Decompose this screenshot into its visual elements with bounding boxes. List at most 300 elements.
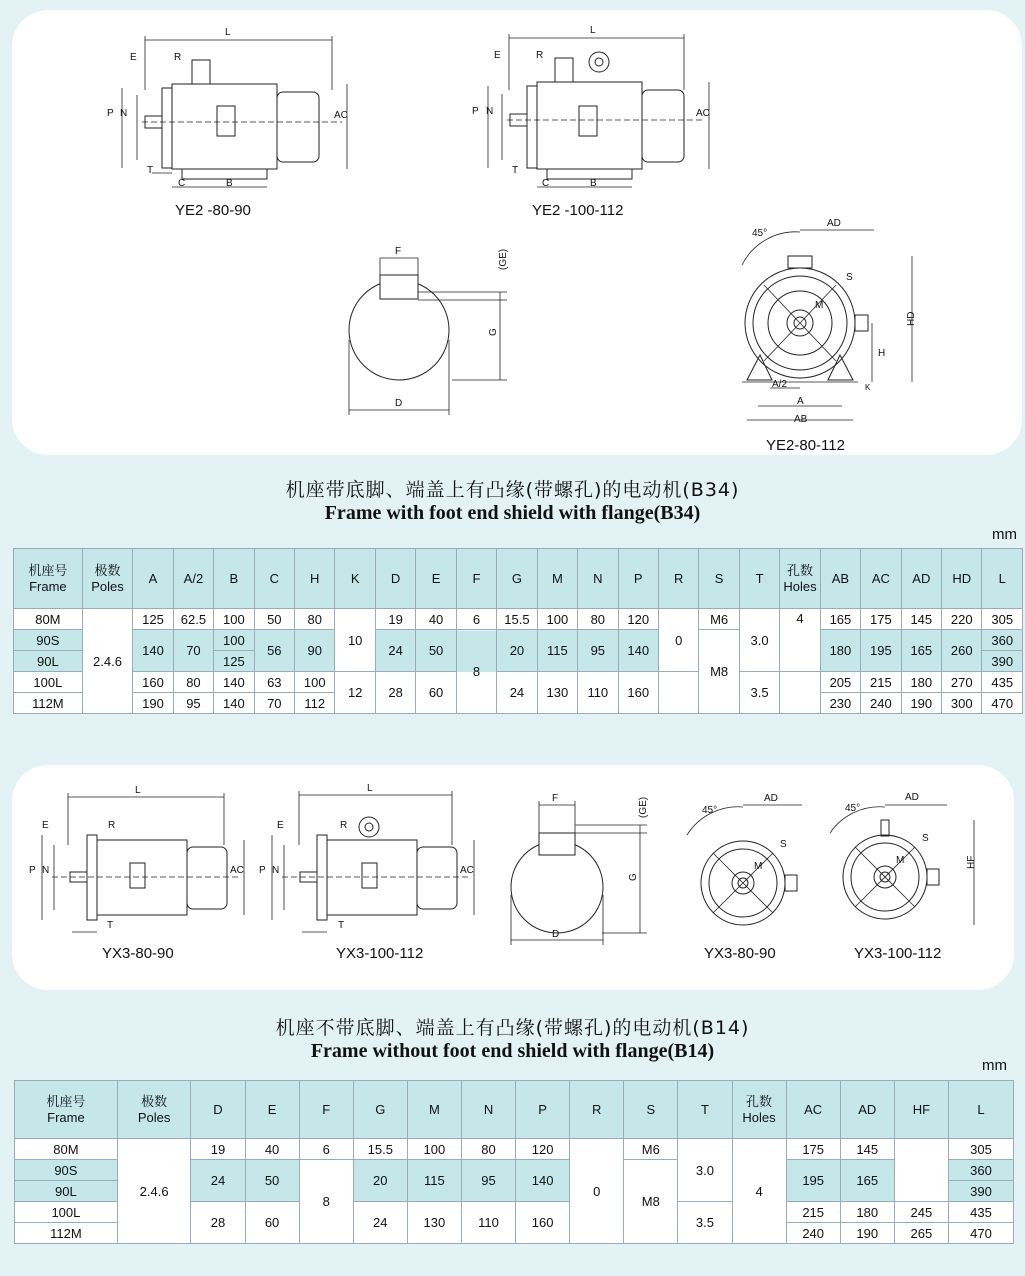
label-R: R	[174, 52, 182, 63]
column-header	[82, 549, 133, 609]
yx3-label-G: G	[628, 873, 639, 881]
cell-frame: 90S	[14, 630, 83, 651]
header-label: E	[431, 570, 441, 586]
label-AD: AD	[827, 218, 841, 229]
cell-C: 70	[254, 693, 294, 714]
cell-AD: 165	[840, 1160, 894, 1202]
cell-frame: 80M	[14, 609, 83, 630]
label-P: P	[107, 108, 114, 119]
column-header	[948, 1081, 1013, 1139]
b34-drawings	[12, 10, 1022, 455]
column-header	[254, 549, 294, 609]
b34-title-en: Frame with foot end shield with flange(B34)	[324, 502, 701, 524]
header-sublabel: Holes	[742, 1109, 776, 1125]
cell-P: 120	[618, 609, 658, 630]
label-AB: AB	[794, 414, 808, 425]
column-header	[117, 1081, 191, 1139]
column-header	[982, 549, 1023, 609]
yx3b-label-E: E	[277, 820, 284, 831]
caption-ye2-80-112: YE2-80-112	[766, 437, 845, 454]
column-header	[353, 1081, 407, 1139]
column-header	[658, 549, 698, 609]
header-label: E	[267, 1101, 277, 1117]
cell-P: 160	[618, 672, 658, 714]
b34-unit: mm	[992, 526, 1017, 543]
b14-header-row	[15, 1081, 1014, 1139]
b14-title-en: Frame without foot end shield with flange(B14)	[310, 1040, 715, 1062]
column-header	[537, 549, 577, 609]
cell-holes: 4	[732, 1139, 786, 1244]
cell-M: 100	[407, 1139, 461, 1160]
cell-AD: 190	[901, 693, 941, 714]
cell-M: 115	[407, 1160, 461, 1202]
label-E-2: E	[494, 50, 501, 61]
header-label: 孔数	[786, 562, 813, 578]
header-label: D	[213, 1101, 223, 1117]
side-view-ye2-80-90	[107, 27, 348, 189]
cell-AC: 195	[861, 630, 901, 672]
column-header	[780, 549, 820, 609]
cell-AC: 175	[861, 609, 901, 630]
label-C: C	[178, 178, 186, 189]
column-header	[786, 1081, 840, 1139]
cell-AC: 175	[786, 1139, 840, 1160]
cell-K: 12	[335, 672, 375, 714]
cell-P: 120	[516, 1139, 570, 1160]
cell-HF: 265	[894, 1223, 948, 1244]
header-label: P	[633, 570, 643, 586]
caption-yx3-80-90-side: YX3-80-90	[102, 945, 174, 962]
cell-A2: 80	[173, 672, 213, 693]
cell-A2: 62.5	[173, 609, 213, 630]
shaft-section	[349, 246, 509, 415]
column-header	[416, 549, 456, 609]
label-N: N	[120, 108, 128, 119]
caption-ye2-80-90: YE2 -80-90	[175, 202, 251, 219]
cell-H: 80	[295, 609, 335, 630]
cell-HF: 245	[894, 1202, 948, 1223]
header-label: C	[269, 570, 279, 586]
front-view-ye2-80-112	[742, 218, 917, 425]
yx3-label-D: D	[552, 929, 560, 940]
header-label: AC	[871, 570, 890, 586]
cell-AD: 145	[840, 1139, 894, 1160]
yx3-label-AC: AC	[230, 865, 244, 876]
cell-E: 60	[245, 1202, 299, 1244]
table-row	[14, 630, 1023, 651]
header-label: HF	[912, 1101, 931, 1117]
cell-frame: 90L	[15, 1181, 118, 1202]
header-label: AB	[831, 570, 850, 586]
cell-AC: 215	[861, 672, 901, 693]
cell-AB: 230	[820, 693, 860, 714]
header-label: N	[593, 570, 603, 586]
yx3b-label-R: R	[340, 820, 348, 831]
header-label: T	[700, 1101, 709, 1117]
cell-HF-empty	[894, 1139, 948, 1202]
header-sublabel: Frame	[29, 578, 67, 594]
drawing-panel-b14	[12, 765, 1014, 990]
side-view-ye2-100-112	[472, 25, 710, 189]
cell-A: 140	[133, 630, 173, 672]
column-header	[699, 549, 739, 609]
b34-spec-table	[13, 548, 1023, 714]
cell-N: 110	[578, 672, 618, 714]
cell-AD: 165	[901, 630, 941, 672]
cell-H: 100	[295, 672, 335, 693]
cell-M: 130	[407, 1202, 461, 1244]
header-label: K	[350, 570, 360, 586]
column-header	[295, 549, 335, 609]
yx3-label-45: 45°	[702, 805, 718, 816]
cell-N: 110	[461, 1202, 515, 1244]
label-P-2: P	[472, 106, 479, 117]
cell-S: M8	[624, 1160, 678, 1244]
yx3-label-AD: AD	[764, 793, 778, 804]
column-header	[191, 1081, 245, 1139]
side-view-yx3-80-90	[29, 785, 244, 932]
header-label: B	[229, 570, 239, 586]
label-R-2: R	[536, 50, 544, 61]
label-E: E	[130, 52, 137, 63]
column-header	[407, 1081, 461, 1139]
header-label: 极数	[94, 562, 121, 578]
label-D: D	[395, 398, 403, 409]
column-header	[299, 1081, 353, 1139]
header-label: 极数	[141, 1093, 168, 1109]
column-header	[894, 1081, 948, 1139]
header-label: F	[472, 570, 481, 586]
cell-R: 0	[570, 1139, 624, 1244]
cell-G: 24	[353, 1202, 407, 1244]
cell-T: 3.5	[678, 1202, 732, 1244]
shaft-section-2	[511, 793, 649, 945]
cell-AC: 195	[786, 1160, 840, 1202]
cell-L: 390	[982, 651, 1023, 672]
label-G: G	[488, 328, 499, 336]
cell-AC: 240	[861, 693, 901, 714]
column-header	[861, 549, 901, 609]
yx3b-label-45: 45°	[845, 803, 861, 814]
column-header	[624, 1081, 678, 1139]
yx3-label-T: T	[107, 920, 114, 931]
caption-ye2-100-112: YE2 -100-112	[532, 202, 624, 219]
yx3b-label-N: N	[272, 865, 280, 876]
header-label: L	[998, 570, 1006, 586]
cell-B: 140	[214, 672, 254, 693]
label-H: H	[878, 348, 886, 359]
cell-E: 40	[416, 609, 456, 630]
caption-yx3-100-112-side: YX3-100-112	[336, 945, 424, 962]
column-header	[820, 549, 860, 609]
cell-AB: 205	[820, 672, 860, 693]
cell-H: 112	[295, 693, 335, 714]
cell-F: 8	[456, 630, 496, 714]
label-M: M	[815, 300, 824, 311]
cell-G: 24	[497, 672, 537, 714]
cell-AD: 180	[840, 1202, 894, 1223]
label-T: T	[147, 165, 154, 176]
cell-AD: 190	[840, 1223, 894, 1244]
label-L: L	[225, 27, 231, 38]
cell-P: 140	[516, 1160, 570, 1202]
b14-drawings	[12, 765, 1014, 990]
column-header	[335, 549, 375, 609]
label-F: F	[395, 246, 402, 257]
column-header	[570, 1081, 624, 1139]
table-row	[14, 609, 1023, 630]
cell-D: 19	[375, 609, 415, 630]
cell-AC: 240	[786, 1223, 840, 1244]
cell-frame: 112M	[14, 693, 83, 714]
cell-L: 435	[948, 1202, 1013, 1223]
label-T-2: T	[512, 165, 519, 176]
cell-AD: 180	[901, 672, 941, 693]
cell-D: 19	[191, 1139, 245, 1160]
cell-frame: 100L	[15, 1202, 118, 1223]
table-row	[14, 672, 1023, 693]
yx3b-label-HF: HF	[966, 855, 977, 869]
yx3b-label-P: P	[259, 865, 266, 876]
column-header	[678, 1081, 732, 1139]
cell-N: 80	[578, 609, 618, 630]
cell-L: 435	[982, 672, 1023, 693]
cell-AD: 145	[901, 609, 941, 630]
cell-S: M6	[699, 609, 739, 630]
b14-unit: mm	[982, 1057, 1007, 1074]
yx3b-label-L: L	[367, 783, 373, 794]
cell-F: 8	[299, 1160, 353, 1244]
header-label: F	[322, 1101, 331, 1117]
cell-M: 115	[537, 630, 577, 672]
label-B-2: B	[590, 178, 597, 189]
column-header	[375, 549, 415, 609]
table-row	[15, 1139, 1014, 1160]
header-sublabel: Poles	[91, 578, 124, 594]
header-sublabel: Poles	[137, 1109, 171, 1125]
label-B: B	[226, 178, 233, 189]
yx3-label-GE: (GE)	[638, 796, 649, 818]
label-N-2: N	[486, 106, 494, 117]
cell-G: 20	[497, 630, 537, 672]
label-S: S	[846, 272, 853, 283]
column-header	[578, 549, 618, 609]
label-L-2: L	[590, 25, 596, 36]
header-label: P	[538, 1101, 547, 1117]
column-header	[516, 1081, 570, 1139]
cell-H: 90	[295, 630, 335, 672]
column-header	[840, 1081, 894, 1139]
header-label: D	[390, 570, 401, 586]
header-label: H	[310, 570, 320, 586]
label-GE: (GE)	[498, 248, 509, 270]
column-header	[901, 549, 941, 609]
label-K: K	[865, 383, 871, 392]
cell-N: 80	[461, 1139, 515, 1160]
header-label: R	[673, 570, 684, 586]
cell-L: 390	[948, 1181, 1013, 1202]
cell-T: 3.5	[739, 672, 779, 714]
cell-L: 360	[948, 1160, 1013, 1181]
cell-frame: 80M	[15, 1139, 118, 1160]
front-view-yx3-100-112	[830, 792, 977, 925]
cell-S: M8	[699, 630, 739, 714]
yx3-label-R: R	[108, 820, 116, 831]
cell-holes: 4	[780, 609, 820, 672]
yx3b-label-S: S	[922, 833, 929, 844]
column-header	[456, 549, 496, 609]
header-label: 孔数	[746, 1093, 773, 1109]
cell-HD: 300	[942, 693, 982, 714]
header-label: S	[646, 1101, 656, 1117]
cell-C: 50	[254, 609, 294, 630]
header-label: A/2	[183, 570, 204, 586]
cell-D: 28	[375, 672, 415, 714]
cell-A: 160	[133, 672, 173, 693]
cell-A2: 70	[173, 630, 213, 672]
cell-G: 20	[353, 1160, 407, 1202]
cell-G: 15.5	[353, 1139, 407, 1160]
cell-M: 130	[537, 672, 577, 714]
label-C-2: C	[542, 178, 550, 189]
column-header	[739, 549, 779, 609]
cell-C: 56	[254, 630, 294, 672]
cell-frame: 90S	[15, 1160, 118, 1181]
header-label: G	[511, 570, 522, 586]
header-sublabel: Frame	[47, 1109, 85, 1125]
yx3-label-E: E	[42, 820, 49, 831]
cell-P: 140	[618, 630, 658, 672]
b34-title-cn: 机座带底脚、端盖上有凸缘(带螺孔)的电动机(B34)	[285, 479, 740, 501]
cell-poles: 2.4.6	[117, 1139, 191, 1244]
cell-frame: 112M	[15, 1223, 118, 1244]
cell-S: M6	[624, 1139, 678, 1160]
header-label: AD	[912, 570, 931, 586]
yx3-label-L: L	[135, 785, 141, 796]
cell-N: 95	[461, 1160, 515, 1202]
header-label: L	[977, 1101, 985, 1117]
cell-HD: 220	[942, 609, 982, 630]
header-label: 机座号	[46, 1093, 86, 1109]
caption-yx3-100-112-front: YX3-100-112	[854, 945, 942, 962]
yx3b-label-AD: AD	[905, 792, 919, 803]
cell-T: 3.0	[739, 609, 779, 672]
cell-L: 305	[948, 1139, 1013, 1160]
cell-N: 95	[578, 630, 618, 672]
cell-F: 6	[299, 1139, 353, 1160]
header-label: S	[714, 570, 724, 586]
header-label: T	[755, 570, 764, 586]
header-label: 机座号	[28, 562, 68, 578]
cell-T: 3.0	[678, 1139, 732, 1202]
cell-AB: 165	[820, 609, 860, 630]
yx3-label-S: S	[780, 839, 787, 850]
column-header	[732, 1081, 786, 1139]
front-view-yx3-80-90	[687, 793, 802, 925]
cell-L: 305	[982, 609, 1023, 630]
cell-L: 360	[982, 630, 1023, 651]
cell-L: 470	[982, 693, 1023, 714]
header-label: AD	[858, 1101, 877, 1117]
header-label: M	[428, 1101, 440, 1117]
header-label: HD	[952, 570, 972, 586]
column-header	[245, 1081, 299, 1139]
column-header	[618, 549, 658, 609]
cell-P: 160	[516, 1202, 570, 1244]
column-header	[497, 549, 537, 609]
yx3b-label-AC: AC	[460, 865, 474, 876]
label-HD: HD	[906, 311, 917, 326]
cell-M: 100	[537, 609, 577, 630]
b34-header-row	[14, 549, 1023, 609]
cell-B: 125	[214, 651, 254, 672]
header-sublabel: Holes	[783, 578, 817, 594]
cell-E: 60	[416, 672, 456, 714]
header-label: N	[483, 1101, 494, 1117]
label-A: A	[797, 396, 804, 407]
cell-B: 100	[214, 609, 254, 630]
cell-G: 15.5	[497, 609, 537, 630]
cell-holes-empty	[780, 672, 820, 714]
yx3-label-P: P	[29, 865, 36, 876]
yx3b-label-M: M	[896, 855, 905, 866]
yx3b-label-T: T	[338, 920, 345, 931]
cell-F: 6	[456, 609, 496, 630]
b14-title-cn: 机座不带底脚、端盖上有凸缘(带螺孔)的电动机(B14)	[275, 1017, 750, 1039]
cell-frame: 100L	[14, 672, 83, 693]
label-A2: A/2	[772, 379, 788, 390]
cell-C: 63	[254, 672, 294, 693]
cell-AB: 180	[820, 630, 860, 672]
side-view-yx3-100-112	[259, 783, 474, 932]
label-AC-2: AC	[696, 108, 710, 119]
cell-HD: 270	[942, 672, 982, 693]
label-AC: AC	[334, 110, 348, 121]
label-45: 45°	[752, 228, 768, 239]
cell-frame: 90L	[14, 651, 83, 672]
cell-E: 50	[416, 630, 456, 672]
b14-spec-table	[14, 1080, 1014, 1244]
cell-E: 50	[245, 1160, 299, 1202]
cell-poles: 2.4.6	[82, 609, 133, 714]
column-header	[14, 549, 83, 609]
header-label: A	[148, 570, 158, 586]
yx3-label-M: M	[754, 861, 763, 872]
cell-D: 24	[191, 1160, 245, 1202]
yx3-label-F: F	[552, 793, 559, 804]
cell-D: 24	[375, 630, 415, 672]
cell-L: 470	[948, 1223, 1013, 1244]
yx3-label-N: N	[42, 865, 50, 876]
cell-R-empty	[658, 672, 698, 714]
cell-D: 28	[191, 1202, 245, 1244]
column-header	[15, 1081, 118, 1139]
column-header	[173, 549, 213, 609]
header-label: G	[375, 1101, 386, 1117]
cell-B: 100	[214, 630, 254, 651]
cell-A: 190	[133, 693, 173, 714]
caption-yx3-80-90-front: YX3-80-90	[704, 945, 776, 962]
cell-A2: 95	[173, 693, 213, 714]
cell-E: 40	[245, 1139, 299, 1160]
drawing-panel-b34	[12, 10, 1022, 455]
cell-R: 0	[658, 609, 698, 672]
header-label: AC	[804, 1101, 823, 1117]
column-header	[133, 549, 173, 609]
cell-K: 10	[335, 609, 375, 672]
cell-HD: 260	[942, 630, 982, 672]
cell-A: 125	[133, 609, 173, 630]
